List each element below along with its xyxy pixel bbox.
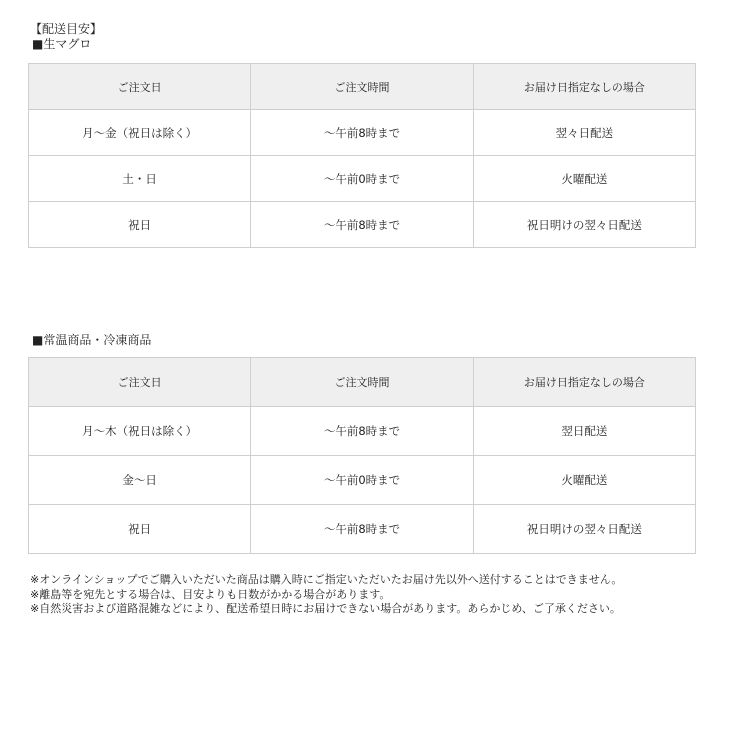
column-header-delivery: お届け日指定なしの場合 (473, 64, 695, 110)
table-row (29, 407, 696, 456)
order-time-cell: ～午前0時まで (251, 156, 473, 202)
tuna-delivery-table (28, 63, 696, 248)
order-time-cell: ～午前8時まで (251, 407, 473, 456)
section-heading-ambient-frozen: ■常温商品・冷凍商品 (32, 333, 152, 347)
delivery-cell: 翌々日配送 (473, 110, 695, 156)
column-header-delivery: お届け日指定なしの場合 (473, 358, 695, 407)
delivery-cell: 祝日明けの翌々日配送 (473, 202, 695, 248)
note-remote-islands: ※離島等を宛先とする場合は、目安よりも日数がかかる場合があります。 (30, 587, 391, 601)
table-row (29, 110, 696, 156)
column-header-order-date: ご注文日 (29, 64, 251, 110)
table-header-row (29, 358, 696, 407)
delivery-cell: 火曜配送 (473, 156, 695, 202)
order-time-cell: ～午前8時まで (251, 202, 473, 248)
order-date-cell: 土・日 (29, 156, 251, 202)
order-time-cell: ～午前8時まで (251, 110, 473, 156)
delivery-cell: 火曜配送 (473, 456, 695, 505)
ambient-frozen-delivery-table (28, 357, 696, 554)
delivery-cell: 祝日明けの翌々日配送 (473, 505, 695, 554)
table-row (29, 505, 696, 554)
table-row (29, 456, 696, 505)
order-date-cell: 祝日 (29, 202, 251, 248)
table-header-row (29, 64, 696, 110)
page-title: 【配送目安】 (30, 22, 103, 36)
table-row (29, 156, 696, 202)
column-header-order-date: ご注文日 (29, 358, 251, 407)
section-heading-tuna: ■生マグロ (32, 37, 92, 51)
order-time-cell: ～午前0時まで (251, 456, 473, 505)
note-natural-disasters: ※自然災害および道路混雑などにより、配送希望日時にお届けできない場合があります。あらかじめ、ご了承ください。 (30, 602, 621, 615)
table-row (29, 202, 696, 248)
delivery-cell: 翌日配送 (473, 407, 695, 456)
order-time-cell: ～午前8時まで (251, 505, 473, 554)
column-header-order-time: ご注文時間 (251, 64, 473, 110)
order-date-cell: 月～金（祝日は除く） (29, 110, 251, 156)
notes-block (30, 573, 622, 617)
order-date-cell: 祝日 (29, 505, 251, 554)
order-date-cell: 金～日 (29, 456, 251, 505)
note-shipping-address: ※オンラインショップでご購入いただいた商品は購入時にご指定いただいたお届け先以外へ送付することはできません。 (30, 573, 623, 586)
column-header-order-time: ご注文時間 (251, 358, 473, 407)
order-date-cell: 月～木（祝日は除く） (29, 407, 251, 456)
